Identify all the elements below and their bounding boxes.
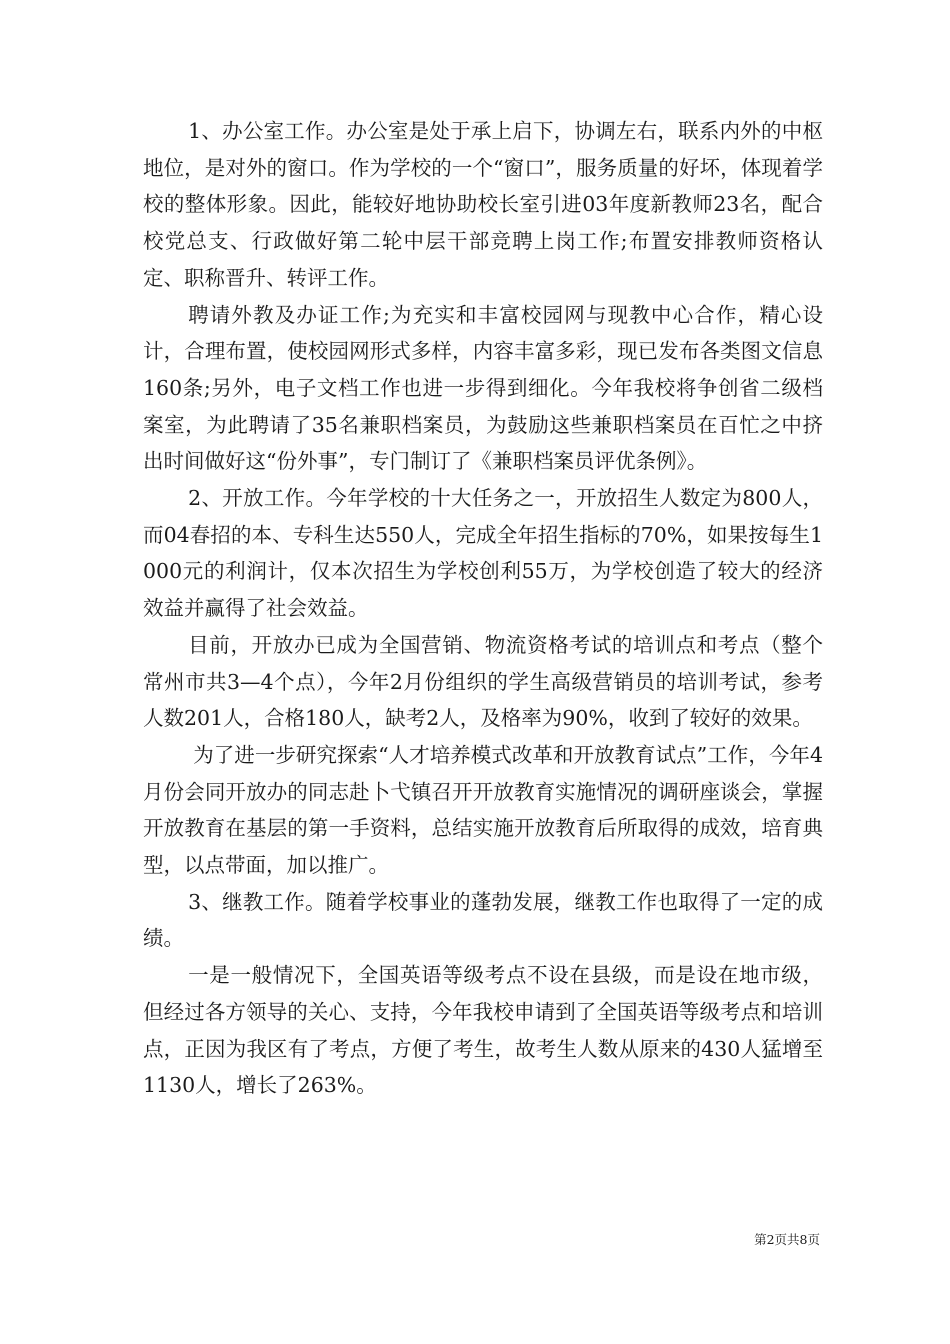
paragraph-open-work: 2、开放工作。今年学校的十大任务之一，开放招生人数定为800人，而04春招的本、专科生达550人，完成全年招生指标的70%，如果按每生1000元的利润计，仅本次招生为学校创利55万，为学校创造了较大的经济效益并赢得了社会效益。 (143, 486, 823, 621)
paragraph-office-work: 1、办公室工作。办公室是处于承上启下，协调左右，联系内外的中枢地位，是对外的窗口。作为学校的一个“窗口”，服务质量的好坏，体现着学校的整体形象。因此，能较好地协助校长室引进03年度新教师23名，配合校党总支、行政做好第二轮中层干部竞聘上岗工作;布置安排教师资格认定、职称晋升、转评工作。 (143, 119, 823, 290)
paragraph-research: 为了进一步研究探索“人才培养模式改革和开放教育试点”工作，今年4月份会同开放办的同志赴卜弋镇召开开放教育实施情况的调研座谈会，掌握开放教育在基层的第一手资料，总结实施开放教育后所取得的成效，培育典型，以点带面，加以推广。 (143, 742, 823, 878)
page-number: 第2页共8页 (754, 1232, 820, 1247)
paragraph-continuing-education: 3、继教工作。随着学校事业的蓬勃发展，继教工作也取得了一定的成绩。 (143, 889, 823, 951)
paragraph-training-center: 目前，开放办已成为全国营销、物流资格考试的培训点和考点（整个常州市共3—4个点），今年2月份组织的学生高级营销员的培训考试，参考人数201人，合格180人，缺考2人，及格率为90%，收到了较好的效果。 (143, 632, 823, 731)
paragraph-foreign-teachers: 聘请外教及办证工作;为充实和丰富校园网与现教中心合作，精心设计，合理布置，使校园网形式多样，内容丰富多彩，现已发布各类图文信息160条;另外，电子文档工作也进一步得到细化。今年我校将争创省二级档案室，为此聘请了35名兼职档案员，为鼓励这些兼职档案员在百忙之中挤出时间做好这“份外事”，专门制订了《兼职档案员评优条例》。 (143, 302, 823, 474)
paragraph-english-exam: 一是一般情况下，全国英语等级考点不设在县级，而是设在地市级，但经过各方领导的关心、支持，今年我校申请到了全国英语等级考点和培训点，正因为我区有了考点，方便了考生，故考生人数从原来的430人猛增至1130人，增长了263%。 (143, 963, 823, 1098)
document-body (143, 113, 823, 1104)
